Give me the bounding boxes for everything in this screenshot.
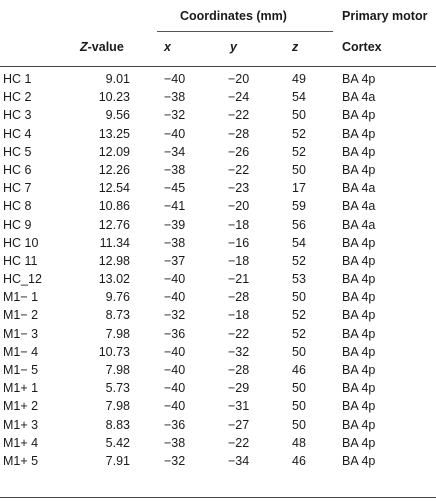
row-label: HC 11	[3, 253, 38, 268]
y-cell: −24	[228, 90, 250, 105]
cortex-header: Cortex	[342, 40, 382, 54]
area-cell: BA 4p	[342, 253, 376, 268]
z-cell: 46	[292, 363, 306, 377]
x-cell: −32	[164, 453, 186, 468]
table-row	[0, 271, 436, 289]
table-row	[0, 198, 436, 216]
row-label: HC 5	[3, 144, 32, 159]
z-value-cell: 7.98	[105, 363, 130, 377]
coordinates-header: Coordinates (mm)	[180, 9, 287, 23]
z-cell: 54	[292, 90, 306, 105]
x-cell: −38	[164, 435, 186, 450]
row-label: HC 3	[3, 108, 32, 123]
area-cell: BA 4p	[342, 272, 376, 287]
z-cell: 46	[292, 453, 306, 468]
y-cell: −31	[228, 399, 250, 414]
y-cell: −20	[228, 199, 250, 214]
z-cell: 56	[292, 217, 306, 232]
x-cell: −40	[164, 290, 186, 305]
x-cell: −32	[164, 308, 186, 323]
z-value-cell: 9.56	[105, 108, 130, 123]
row-label: M1+ 5	[3, 453, 39, 468]
table-row	[0, 126, 436, 144]
table-row	[0, 398, 436, 416]
x-cell: −40	[164, 126, 186, 141]
table-row	[0, 344, 436, 362]
z-value-cell: 12.76	[98, 217, 130, 232]
x-cell: −32	[164, 108, 186, 123]
z-cell: 53	[292, 272, 306, 287]
area-cell: BA 4p	[342, 435, 376, 450]
row-label: HC 7	[3, 181, 32, 196]
y-cell: −16	[228, 235, 250, 250]
z-cell: 52	[292, 126, 306, 141]
table-row	[0, 144, 436, 162]
z-value-cell: 5.42	[105, 435, 130, 450]
table-row	[0, 71, 436, 89]
row-label: HC 8	[3, 199, 32, 214]
z-cell: 50	[292, 162, 306, 177]
z-cell: 59	[292, 199, 306, 214]
z-cell: 49	[292, 72, 306, 86]
x-cell: −45	[164, 181, 186, 196]
x-cell: −37	[164, 253, 186, 268]
x-cell: −40	[164, 363, 186, 377]
x-cell: −34	[164, 144, 186, 159]
y-cell: −23	[228, 181, 250, 196]
x-cell: −40	[164, 272, 186, 287]
row-label: M1− 5	[3, 363, 39, 377]
area-cell: BA 4a	[342, 199, 376, 214]
y-cell: −22	[228, 108, 250, 123]
area-cell: BA 4p	[342, 308, 376, 323]
area-cell: BA 4p	[342, 72, 376, 86]
z-value-cell: 10.86	[98, 199, 130, 214]
y-cell: −34	[228, 453, 250, 468]
z-value-cell: 8.73	[105, 308, 130, 323]
x-cell: −36	[164, 417, 186, 432]
z-value-cell: 13.25	[98, 126, 130, 141]
table-row	[0, 180, 436, 198]
table-row	[0, 89, 436, 107]
z-cell: 48	[292, 435, 306, 450]
area-cell: BA 4a	[342, 181, 376, 196]
y-cell: −22	[228, 326, 250, 341]
row-label: M1− 2	[3, 308, 39, 323]
area-cell: BA 4p	[342, 399, 376, 414]
y-cell: −28	[228, 363, 250, 377]
table-row	[0, 380, 436, 398]
area-cell: BA 4p	[342, 326, 376, 341]
area-cell: BA 4p	[342, 381, 376, 396]
row-label: HC 10	[3, 235, 39, 250]
y-cell: −22	[228, 162, 250, 177]
table-row	[0, 217, 436, 235]
z-header: z	[292, 40, 299, 54]
table-row	[0, 417, 436, 435]
row-label: HC 1	[3, 72, 32, 86]
y-cell: −26	[228, 144, 250, 159]
area-cell: BA 4p	[342, 363, 376, 377]
x-cell: −40	[164, 399, 186, 414]
table-row	[0, 289, 436, 307]
row-label: M1+ 3	[3, 417, 39, 432]
table-header-top	[0, 0, 436, 30]
z-value-cell: 8.83	[105, 417, 130, 432]
z-cell: 50	[292, 399, 306, 414]
z-value-cell: 7.91	[105, 453, 130, 468]
table-row	[0, 453, 436, 471]
z-value-cell: 12.54	[98, 181, 130, 196]
x-cell: −39	[164, 217, 186, 232]
area-cell: BA 4p	[342, 290, 376, 305]
row-label: HC_12	[3, 272, 42, 287]
z-cell: 50	[292, 290, 306, 305]
area-cell: BA 4p	[342, 453, 376, 468]
y-cell: −28	[228, 290, 250, 305]
row-label: M1− 4	[3, 344, 39, 359]
z-value-cell: 10.23	[98, 90, 130, 105]
area-cell: BA 4p	[342, 235, 376, 250]
z-value-cell: 9.76	[105, 290, 130, 305]
y-cell: −18	[228, 308, 250, 323]
z-cell: 50	[292, 344, 306, 359]
table-row	[0, 162, 436, 180]
z-suffix: -value	[87, 40, 124, 54]
z-value-cell: 12.98	[98, 253, 130, 268]
x-cell: −40	[164, 72, 186, 86]
z-value-cell: 12.09	[98, 144, 130, 159]
row-label: M1+ 1	[3, 381, 39, 396]
z-value-cell: 5.73	[105, 381, 130, 396]
row-label: HC 4	[3, 126, 32, 141]
row-label: M1− 1	[3, 290, 39, 305]
z-letter: Z	[80, 40, 88, 54]
z-cell: 50	[292, 381, 306, 396]
table-row	[0, 307, 436, 325]
y-cell: −18	[228, 253, 250, 268]
table-row	[0, 235, 436, 253]
row-label: HC 6	[3, 162, 32, 177]
z-value-cell: 12.26	[98, 162, 130, 177]
table-body	[0, 71, 436, 471]
table-row	[0, 435, 436, 453]
z-value-header	[80, 40, 124, 54]
table-row	[0, 107, 436, 125]
area-cell: BA 4p	[342, 344, 376, 359]
z-cell: 50	[292, 108, 306, 123]
x-cell: −38	[164, 235, 186, 250]
y-cell: −32	[228, 344, 250, 359]
z-value-cell: 7.98	[105, 399, 130, 414]
area-cell: BA 4a	[342, 90, 376, 105]
x-cell: −38	[164, 90, 186, 105]
x-header: x	[164, 40, 171, 54]
table-row	[0, 253, 436, 271]
header-rule	[0, 66, 436, 67]
table-row	[0, 362, 436, 380]
y-cell: −27	[228, 417, 250, 432]
bottom-rule	[0, 497, 436, 498]
area-cell: BA 4p	[342, 417, 376, 432]
table-row	[0, 326, 436, 344]
row-label: M1+ 2	[3, 399, 39, 414]
area-cell: BA 4p	[342, 126, 376, 141]
area-cell: BA 4p	[342, 144, 376, 159]
x-cell: −38	[164, 162, 186, 177]
x-cell: −36	[164, 326, 186, 341]
y-header: y	[230, 40, 237, 54]
y-cell: −20	[228, 72, 250, 86]
x-cell: −40	[164, 381, 186, 396]
z-cell: 54	[292, 235, 306, 250]
z-value-cell: 7.98	[105, 326, 130, 341]
x-cell: −41	[164, 199, 186, 214]
area-cell: BA 4a	[342, 217, 376, 232]
x-cell: −40	[164, 344, 186, 359]
z-value-cell: 13.02	[98, 272, 130, 287]
y-cell: −18	[228, 217, 250, 232]
z-cell: 17	[292, 181, 306, 196]
area-cell: BA 4p	[342, 108, 376, 123]
y-cell: −22	[228, 435, 250, 450]
table-header-columns	[0, 32, 436, 66]
z-cell: 50	[292, 417, 306, 432]
z-value-cell: 11.34	[99, 235, 130, 250]
row-label: HC 9	[3, 217, 32, 232]
z-value-cell: 9.01	[105, 72, 130, 86]
z-cell: 52	[292, 253, 306, 268]
z-cell: 52	[292, 326, 306, 341]
row-label: M1+ 4	[3, 435, 39, 450]
y-cell: −29	[228, 381, 250, 396]
z-cell: 52	[292, 308, 306, 323]
row-label: M1− 3	[3, 326, 39, 341]
y-cell: −21	[228, 272, 250, 287]
y-cell: −28	[228, 126, 250, 141]
row-label: HC 2	[3, 90, 32, 105]
z-cell: 52	[292, 144, 306, 159]
z-value-cell: 10.73	[98, 344, 130, 359]
area-cell: BA 4p	[342, 162, 376, 177]
primary-motor-header: Primary motor	[342, 9, 428, 23]
